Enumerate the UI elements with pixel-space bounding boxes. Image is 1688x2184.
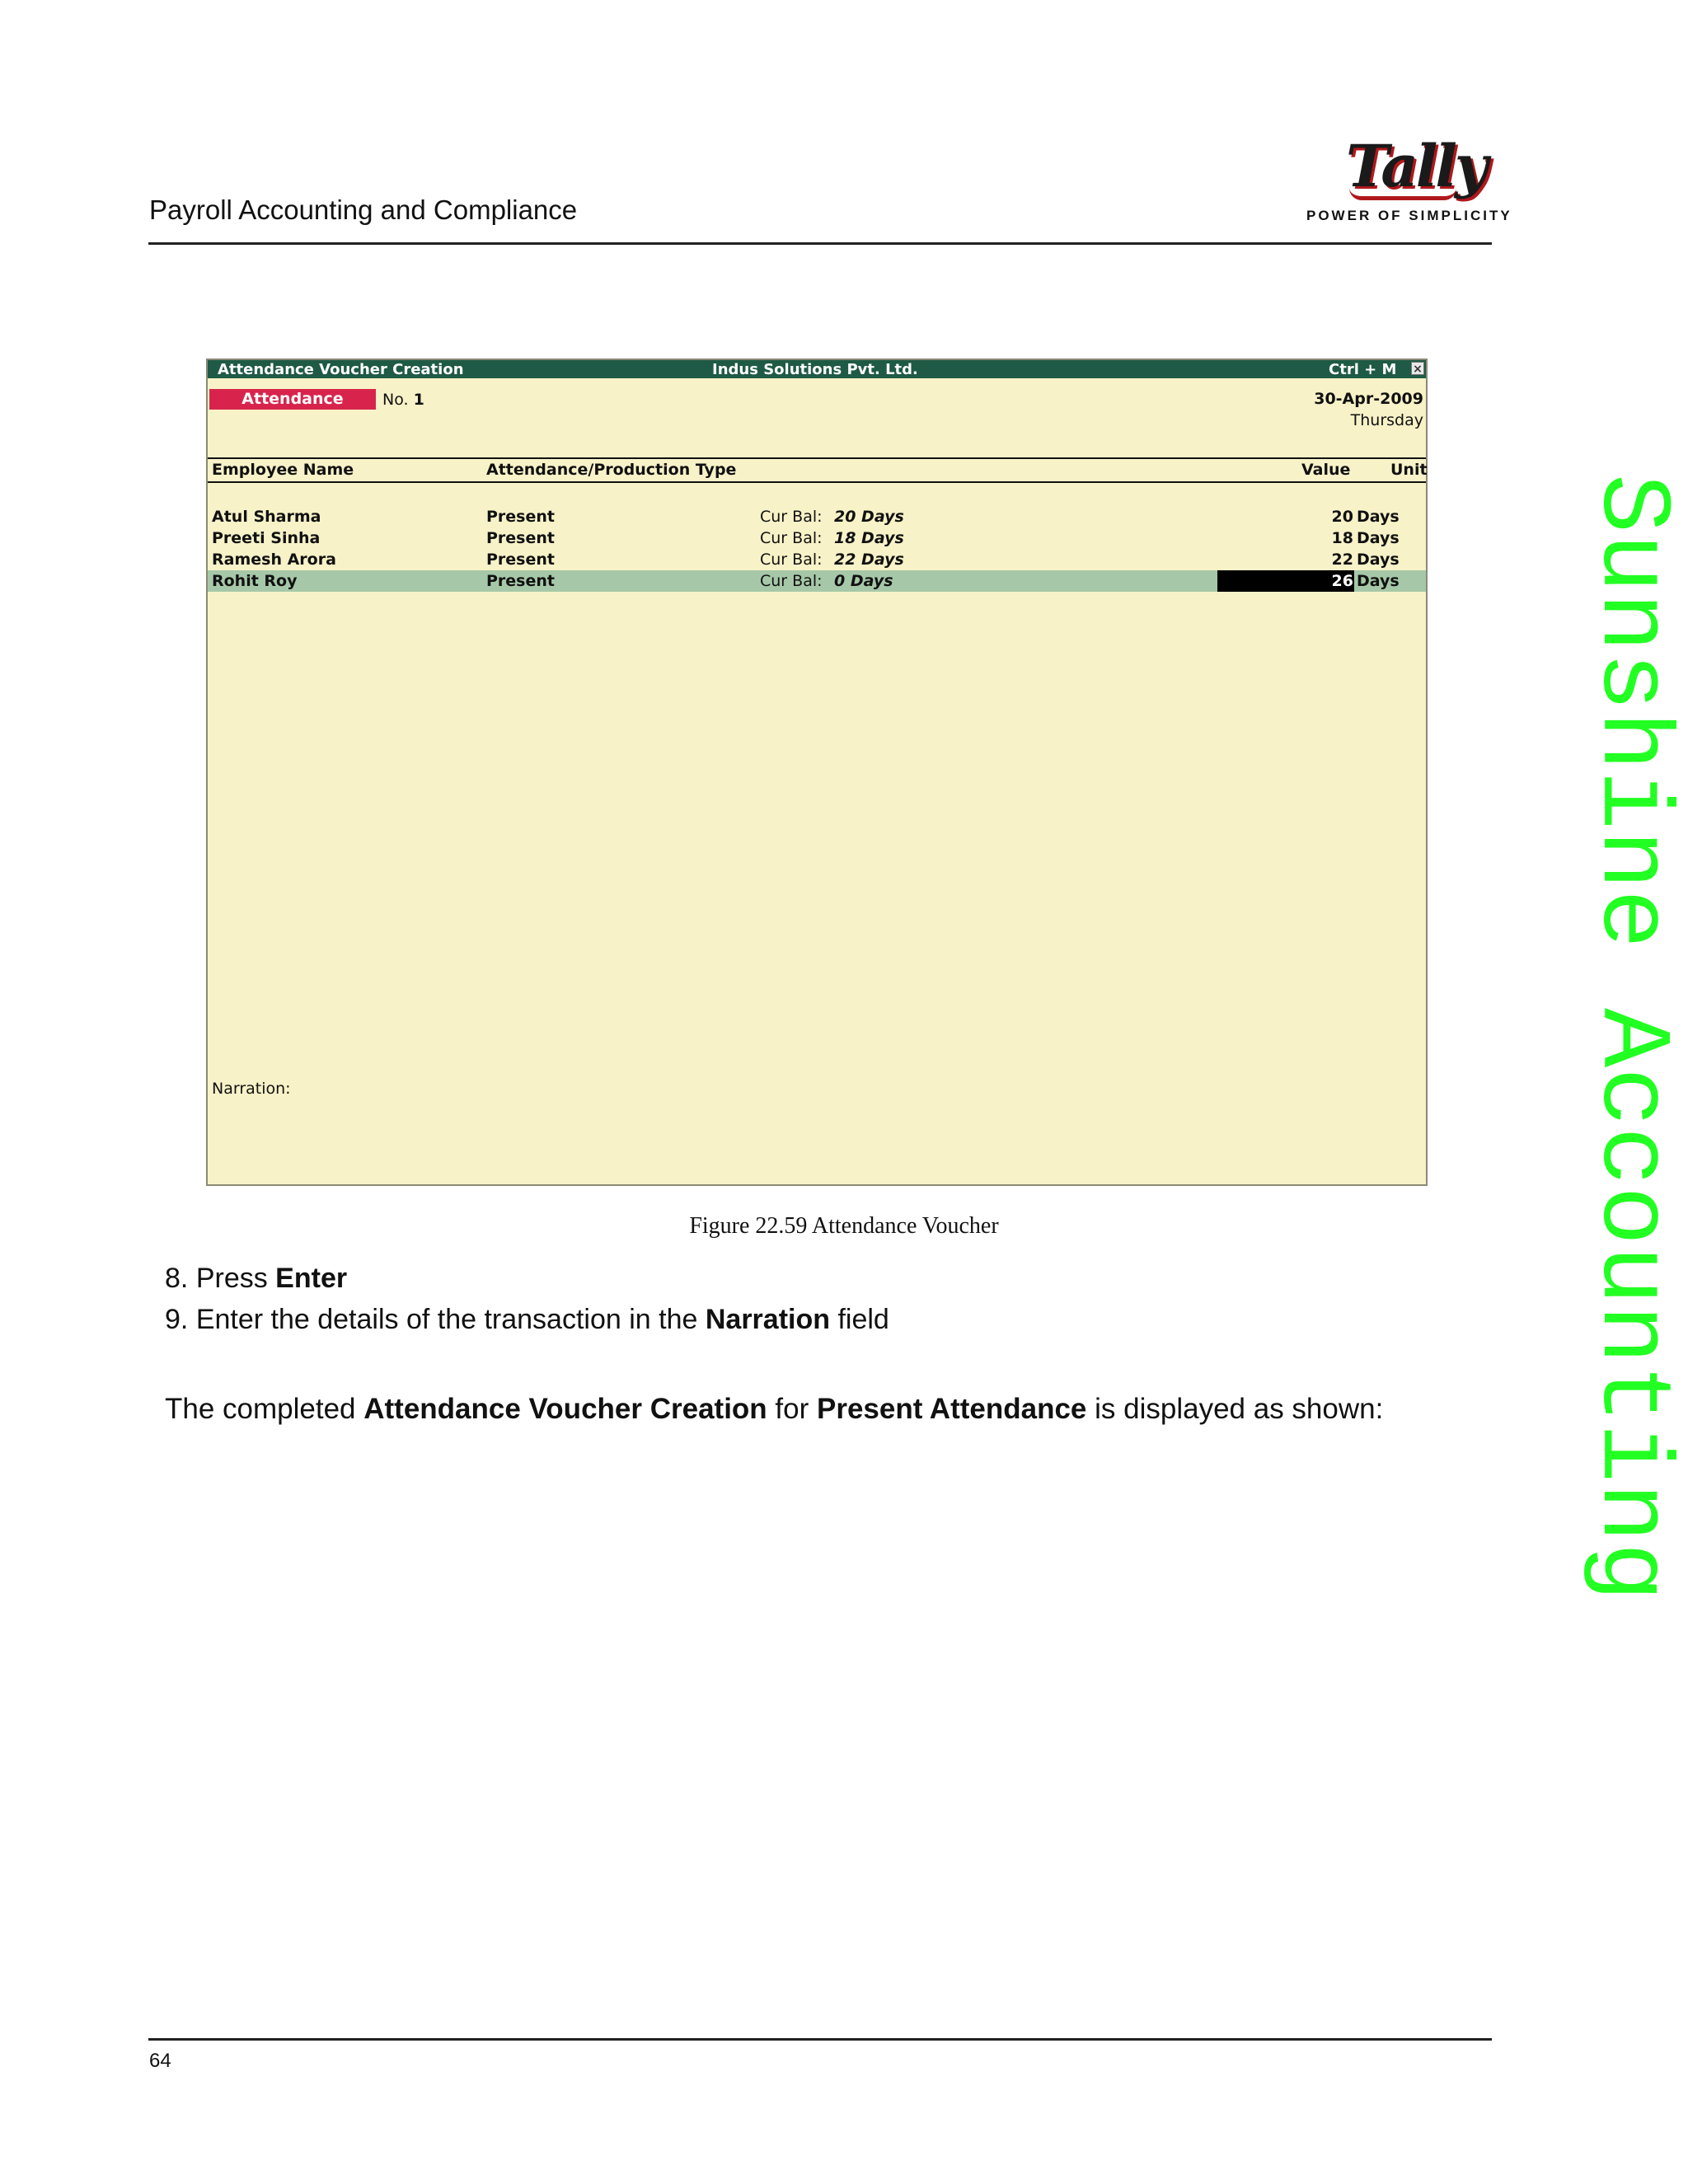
column-header-bottom-rule <box>208 481 1426 483</box>
logo-wordmark: Tally <box>1346 132 1486 200</box>
step-item <box>165 1263 347 1295</box>
figure-caption: Figure 22.59 Attendance Voucher <box>689 1213 999 1239</box>
logo-swoosh <box>1349 188 1456 200</box>
watermark: Sunshine Accounting <box>1574 474 1686 1602</box>
unit: Days <box>1357 572 1400 590</box>
unit: Days <box>1357 529 1400 547</box>
value-field[interactable]: 18 <box>1331 529 1353 547</box>
cur-bal-value: 20 Days <box>834 508 904 526</box>
para-bold: Present Attendance <box>816 1393 1087 1425</box>
para-text: The completed <box>165 1393 364 1425</box>
voucher-day: Thursday <box>1350 411 1423 429</box>
step-bold: Narration <box>705 1304 830 1335</box>
attendance-type: Present <box>486 572 555 590</box>
column-attendance-type: Attendance/Production Type <box>486 461 737 479</box>
table-row[interactable] <box>208 549 1426 570</box>
para-text: is displayed as shown: <box>1086 1393 1384 1425</box>
page-number: 64 <box>149 2050 171 2072</box>
page-header-title: Payroll Accounting and Compliance <box>149 194 578 225</box>
cur-bal-label: Cur Bal: <box>760 529 823 547</box>
step-text: Enter the details of the transaction in the <box>195 1304 706 1335</box>
body-paragraph <box>165 1393 1383 1426</box>
voucher-type-badge: Attendance <box>209 389 376 410</box>
column-header-top-rule <box>208 457 1426 459</box>
narration-label[interactable]: Narration: <box>212 1080 291 1098</box>
attendance-type: Present <box>486 508 555 526</box>
value-field[interactable]: 22 <box>1331 551 1353 569</box>
value-field[interactable]: 26 <box>1331 572 1353 590</box>
column-value: Value <box>1301 461 1351 479</box>
employee-name: Atul Sharma <box>212 508 321 526</box>
para-bold: Attendance Voucher Creation <box>363 1393 767 1425</box>
attendance-type: Present <box>486 529 555 547</box>
footer-rule <box>148 2038 1492 2041</box>
cur-bal-label: Cur Bal: <box>760 508 823 526</box>
step-text-end: field <box>830 1304 889 1335</box>
cur-bal-label: Cur Bal: <box>760 572 823 590</box>
employee-name: Preeti Sinha <box>212 529 321 547</box>
unit: Days <box>1357 551 1400 569</box>
tally-logo <box>1306 132 1512 227</box>
table-row-selected[interactable] <box>208 570 1426 592</box>
employee-name: Ramesh Arora <box>212 551 336 569</box>
tally-window <box>206 359 1428 1186</box>
cur-bal-label: Cur Bal: <box>760 551 823 569</box>
voucher-no-value: 1 <box>413 391 424 409</box>
close-icon[interactable]: × <box>1411 362 1424 375</box>
cur-bal-value: 22 Days <box>834 551 904 569</box>
window-title: Attendance Voucher Creation <box>218 361 464 378</box>
unit: Days <box>1357 508 1400 526</box>
cur-bal-value: 18 Days <box>834 529 904 547</box>
voucher-number <box>382 391 424 409</box>
para-text: for <box>767 1393 817 1425</box>
voucher-no-label: No. <box>382 391 409 409</box>
title-bar <box>208 360 1426 378</box>
column-employee-name: Employee Name <box>212 461 354 479</box>
table-row[interactable] <box>208 527 1426 549</box>
cur-bal-value: 0 Days <box>834 572 893 590</box>
step-number: 8. <box>165 1263 189 1294</box>
value-field[interactable]: 20 <box>1331 508 1353 526</box>
step-bold: Enter <box>275 1263 348 1294</box>
attendance-type: Present <box>486 551 555 569</box>
step-number: 9. <box>165 1304 189 1335</box>
column-unit: Unit <box>1390 461 1428 479</box>
employee-name: Rohit Roy <box>212 572 298 590</box>
company-name: Indus Solutions Pvt. Ltd. <box>712 361 918 378</box>
step-text: Press <box>195 1263 276 1294</box>
logo-tagline: POWER OF SIMPLICITY <box>1306 208 1512 223</box>
step-item <box>165 1304 889 1336</box>
table-row[interactable] <box>208 506 1426 527</box>
shortcut-hint: Ctrl + M <box>1329 361 1397 378</box>
header-rule <box>148 242 1492 245</box>
voucher-date[interactable]: 30-Apr-2009 <box>1314 390 1423 408</box>
